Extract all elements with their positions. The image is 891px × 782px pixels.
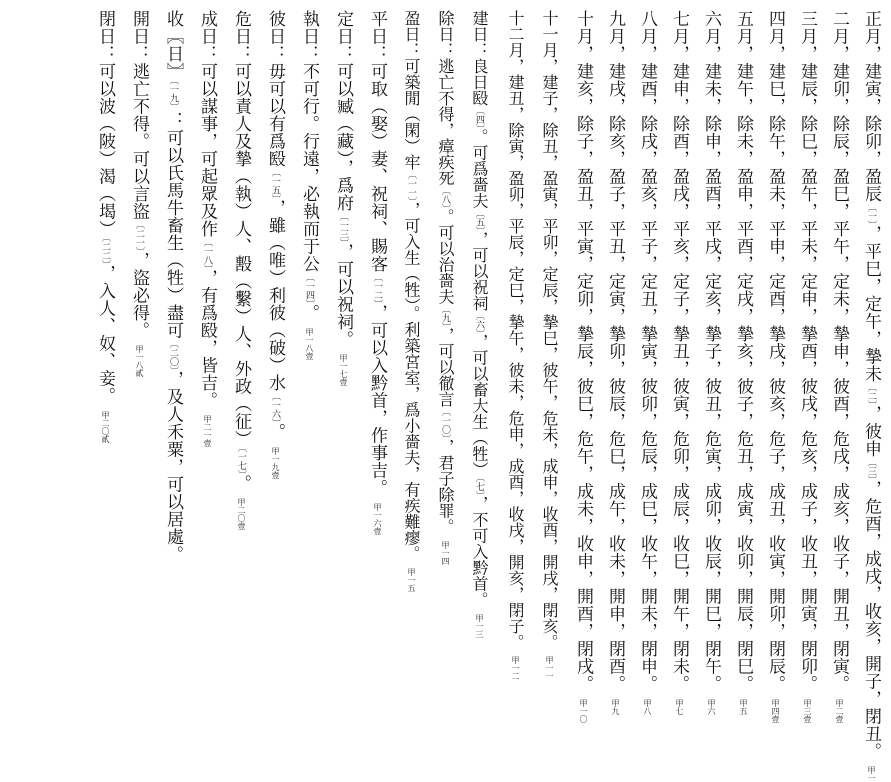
text-column-11: 十一月，建子，除丑，盈寅，平卯，定辰，摯巳，彼午，危未，成申，收酉，開戌，閉亥。甲一一	[540, 10, 559, 680]
text-column-3: 三月，建辰，除巳，盈午，平未，定申，摯酉，彼戌，危亥，成子，收丑，開寅，閉卯。甲三壹	[797, 10, 817, 723]
slip-number: 甲一四	[441, 540, 450, 565]
slip-number: 甲一二	[511, 656, 520, 680]
text-column-22: 收〖日〗〔一九〕：可以氏馬牛畜生（牲）盡可〔二〇〕，及人禾粟，可以居處。	[163, 10, 183, 563]
text-column-10: 十月，建亥，除子，盈丑，平寅，定卯，摯辰，彼巳，危午，成未，收申，開酉，閉戌。甲一〇	[573, 10, 593, 723]
text-column-9: 九月，建戌，除亥，盈子，平丑，定寅，摯卯，彼辰，危巳，成午，收未，開申，閉酉。甲九	[605, 10, 625, 715]
slip-number: 甲一	[867, 766, 876, 782]
slip-number: 甲六	[707, 698, 716, 715]
slip-number: 甲一六壹	[373, 502, 382, 535]
slip-number: 甲二壹	[835, 698, 844, 723]
text-column-18: 執日：不可行。行遠，必執而于公〔一四〕。甲一八壹	[299, 10, 319, 360]
slip-number: 甲二〇貳	[101, 410, 110, 443]
text-column-6: 六月，建未，除申，盈酉，平戌，定亥，摯子，彼丑，危寅，成卯，收辰，開巳，閉午。甲六	[701, 10, 721, 715]
slip-number: 甲一七壹	[339, 354, 348, 386]
text-column-19: 彼日：毋可以有爲殹〔一五〕，雖（唯）利彼（破）水〔一六〕。甲一九壹	[265, 10, 285, 479]
text-column-4: 四月，建巳，除午，盈未，平申，定酉，摯戌，彼亥，危子，成丑，收寅，開卯，閉辰。甲四壹	[765, 10, 785, 723]
slip-number: 甲三壹	[803, 698, 812, 723]
text-column-5: 五月，建午，除未，盈申，平酉，定戌，摯亥，彼子，危丑，成寅，收卯，開辰，閉巳。甲五	[733, 10, 753, 715]
text-column-20: 危日：可以責人及摯（執）人、毄（繫）人、外政（征）〔一七〕。甲二〇壹	[231, 10, 251, 530]
slip-number: 甲一八壹	[305, 327, 314, 360]
text-column-7: 七月，建申，除酉，盈戌，平亥，定子，摯丑，彼寅，危卯，成辰，收巳，開午，閉未。甲七	[669, 10, 689, 715]
slip-number: 甲七	[675, 698, 684, 715]
slip-number: 甲二一壹	[203, 415, 212, 447]
slip-number: 甲八	[643, 698, 652, 715]
slip-number: 甲一九壹	[271, 446, 280, 479]
text-column-23: 開日：逃亡不得。可以言盜〔二一〕，盜必得。甲一八貳	[129, 10, 149, 377]
text-column-12: 十二月，建丑，除寅，盈卯，平辰，定巳，摯午，彼未，危申，成酉，收戌，開亥，閉子。甲一二	[506, 10, 525, 680]
slip-number: 甲四壹	[771, 698, 780, 723]
text-column-1: 正月，建寅，除卯，盈辰〔一〕，平巳，定午，摯未〔二〕，彼申〔三〕，危酉，成戌，收亥，開子，閉丑。甲一	[861, 10, 881, 782]
text-column-8: 八月，建酉，除戌，盈亥，平子，定丑，摯寅，彼卯，危辰，成巳，收午，開未，閉申。甲八	[637, 10, 657, 715]
text-column-13: 建日：良日殹〔四〕。可爲嗇夫〔五〕，可以祝祠〔六〕，可以畜大生（牲）〔七〕，不可入黔首。甲一三	[470, 10, 489, 638]
slip-number: 甲一八貳	[135, 345, 144, 377]
text-column-24: 閉日：可以波（陂）渴（堨）〔二二〕，入人、奴、妾。甲二〇貳	[95, 10, 115, 443]
text-column-14: 除日：逃亡不得，瘴疾死〔八〕。可以治嗇夫〔九〕，可以徹言〔一〇〕，君子除罪。甲一四	[436, 10, 455, 565]
slip-number: 甲一一	[545, 656, 554, 680]
slip-number: 甲九	[611, 698, 620, 715]
text-column-2: 二月，建卯，除辰，盈巳，平午，定未，摯申，彼酉，危戌，成亥，收子，開丑，閉寅。甲二壹	[829, 10, 849, 723]
text-column-15: 盈日：可築閒（閑）牢〔一一〕，可入生（牲）。利築宮室，爲小嗇夫，有疾難瘳。甲一五	[402, 10, 421, 592]
text-column-17: 定日：可以臧（藏），爲府〔一三〕，可以祝祠。甲一七壹	[333, 10, 353, 386]
text-column-21: 成日：可以謀事，可起眾及作〔一八〕，有爲殹，皆吉。甲二一壹	[197, 10, 217, 447]
slip-number: 甲一三	[475, 613, 484, 638]
slip-number: 甲一〇	[579, 698, 588, 723]
slip-number: 甲一五	[407, 567, 416, 592]
slip-number: 甲二〇壹	[237, 498, 246, 530]
slip-number: 甲五	[739, 698, 748, 715]
text-column-16: 平日：可取（娶）妻、祝祠、賜客〔一二〕，可以入黔首，作事吉。甲一六壹	[367, 10, 387, 535]
